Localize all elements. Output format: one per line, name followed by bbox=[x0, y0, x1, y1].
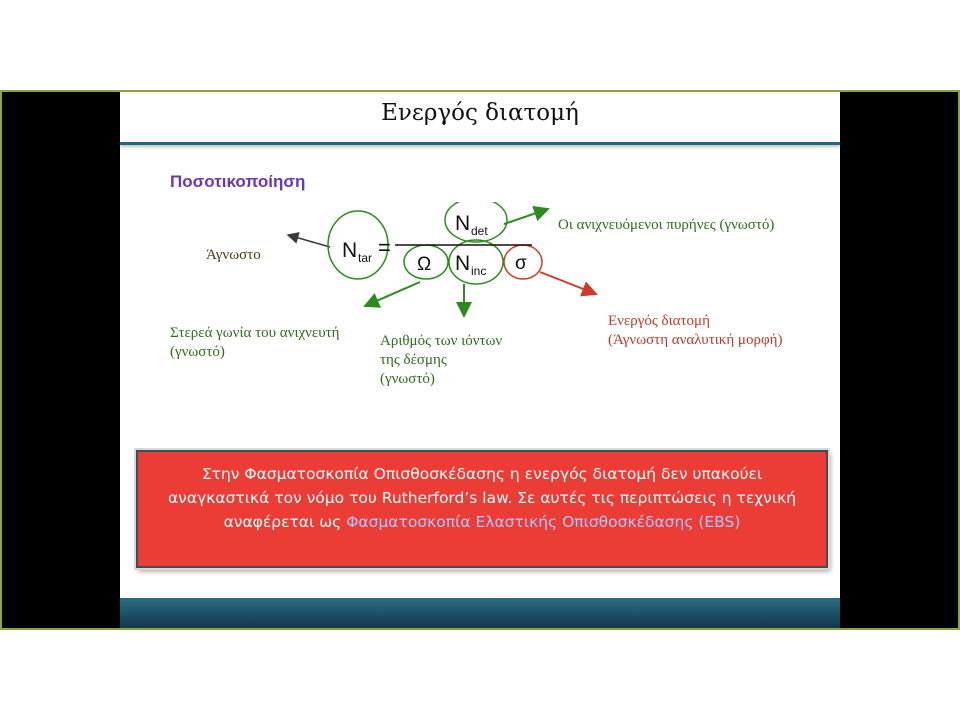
label-cross-section bbox=[608, 312, 782, 350]
solid-angle-line2: (γνωστό) bbox=[170, 344, 225, 360]
arrow-to-unknown bbox=[288, 235, 330, 247]
presentation-slide bbox=[120, 92, 840, 628]
cross-section-line1: Ενεργός διατομή bbox=[608, 313, 710, 329]
slide-title: Ενεργός διατομή bbox=[381, 100, 579, 126]
symbol-n-det: N bbox=[455, 212, 471, 235]
title-bar bbox=[120, 92, 840, 145]
arrow-to-solid-angle bbox=[365, 282, 420, 306]
cross-section-line2: (Άγνωστη αναλυτική μορφή) bbox=[608, 332, 783, 348]
symbol-n-inc: N bbox=[455, 252, 471, 275]
label-solid-angle bbox=[170, 324, 340, 362]
sub-det: det bbox=[471, 224, 488, 238]
solid-angle-line1: Στερεά γωνία του ανιχνευτή bbox=[170, 325, 340, 341]
ions-line2: της δέσμης bbox=[380, 352, 447, 368]
sub-tar: tar bbox=[358, 251, 373, 265]
arrow-to-detected bbox=[504, 209, 548, 224]
label-detected-nuclei: Οι ανιχνευόμενοι πυρήνες (γνωστό) bbox=[558, 217, 775, 233]
label-unknown: Άγνωστο bbox=[206, 247, 261, 263]
symbol-omega: Ω bbox=[417, 254, 432, 275]
symbol-sigma: σ bbox=[515, 253, 527, 274]
sub-inc: inc bbox=[471, 264, 487, 278]
info-highlight-ebs: Φασματοσκοπία Ελαστικής Οπισθοσκέδασης (EBS) bbox=[346, 513, 741, 531]
equals-sign: = bbox=[378, 235, 391, 260]
slide-footer-bar bbox=[120, 598, 840, 628]
symbol-n-tar: N bbox=[342, 239, 358, 262]
info-text: Στην Φασματοσκοπία Οπισθοσκέδασης η ενεργός διατομή δεν υπακούει αναγκαστικά τον νόμο του Rutherford’s law. Σε αυτές τις περιπτώσεις η τεχνική αναφέρεται ως bbox=[167, 465, 797, 531]
label-ions bbox=[380, 332, 502, 389]
ions-line3: (γνωστό) bbox=[380, 371, 435, 387]
slide-subtitle: Ποσοτικοποίηση bbox=[170, 172, 306, 191]
info-callout-box bbox=[136, 450, 828, 568]
ions-line1: Αριθμός των ιόντων bbox=[380, 333, 503, 349]
arrow-to-cross-section bbox=[540, 272, 596, 294]
